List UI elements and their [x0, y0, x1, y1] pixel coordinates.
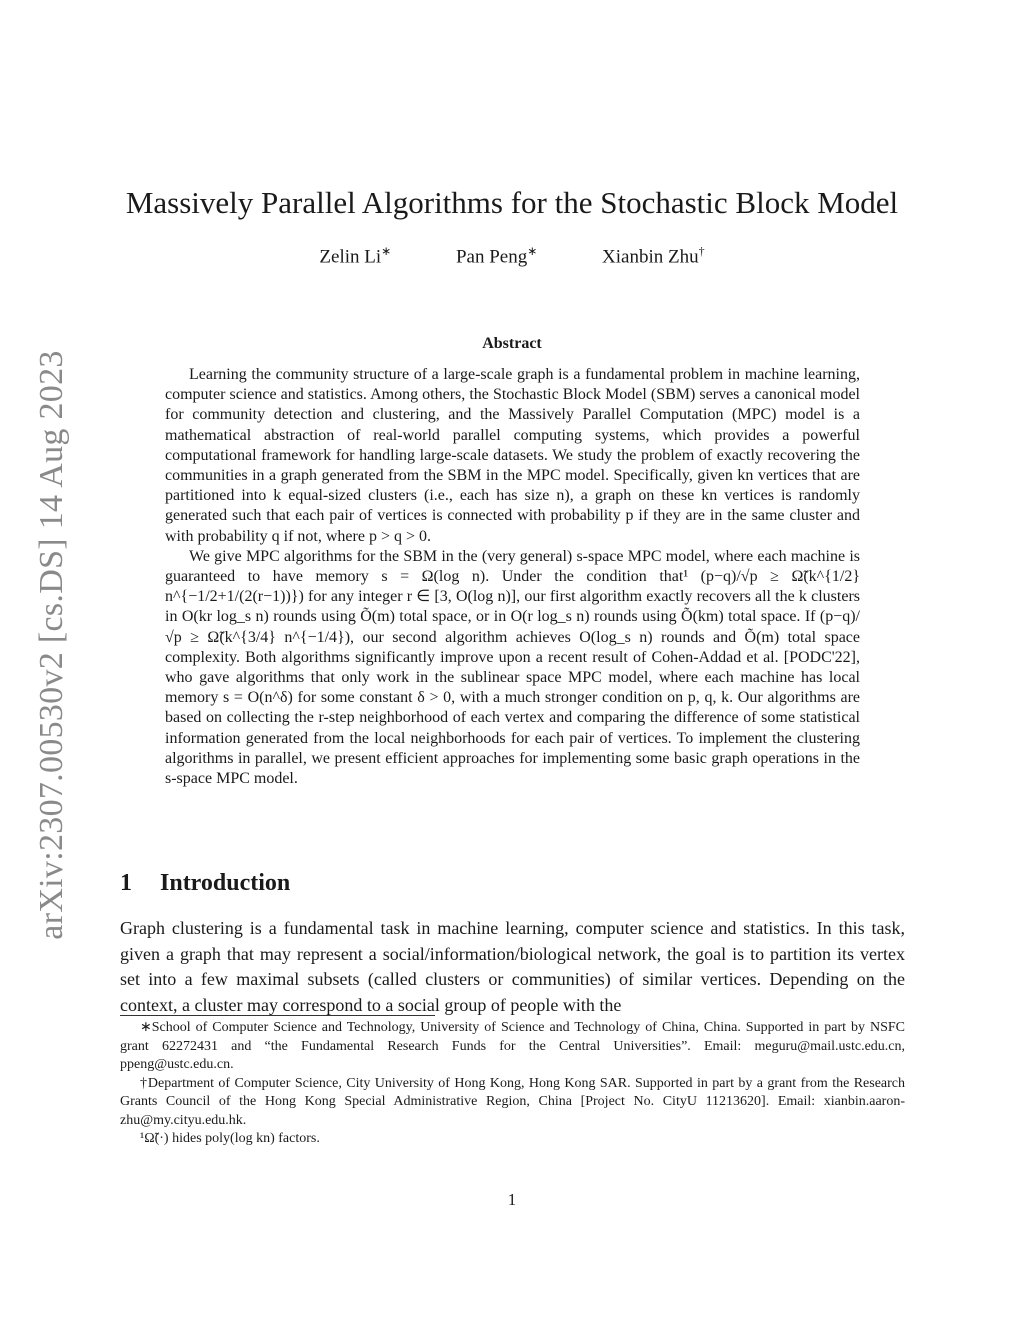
- abstract-paragraph-1: Learning the community structure of a large-scale graph is a fundamental problem in machine learning, computer science and statistics. Among others, the Stochastic Block Model (SBM) serves a canonical model for community detection and clustering, and the Massively Parallel Computation (MPC) model is a mathematical abstraction of real-world parallel computing systems, which provides a powerful computational framework for handling large-scale datasets. We study the problem of exactly recovering the communities in a graph generated from the SBM in the MPC model. Specifically, given kn vertices that are partitioned into k equal-sized clusters (i.e., each has size n), a graph on these kn vertices is randomly generated such that each pair of vertices is connected with probability p if they are in the same cluster and with probability q if not, where p > q > 0.: [165, 366, 860, 545]
- paper-title: Massively Parallel Algorithms for the Stochastic Block Model: [125, 185, 899, 220]
- arxiv-sidebar-stamp: [28, 345, 76, 945]
- arxiv-identifier: arXiv:2307.00530v2 [cs.DS] 14 Aug 2023: [33, 350, 70, 940]
- author-peng: Pan Peng∗: [455, 244, 538, 268]
- abstract-heading: Abstract: [482, 335, 542, 352]
- section-heading: [120, 870, 290, 897]
- footnote-affiliation-2: †Department of Computer Science, City University of Hong Kong, Hong Kong SAR. Supported in part by a grant from the Research Grants Council of the Hong Kong Special Administrative Region, China [Project No. CityU 11213620]. Email: xianbin.aaron-zhu@my.cityu.edu.hk.: [120, 1075, 905, 1128]
- abstract-paragraph-2: We give MPC algorithms for the SBM in the (very general) s-space MPC model, where each machine is guaranteed to have memory s = Ω(log n). Under the condition that¹ (p−q)/√p ≥ Ω̃(k^{1/2} n^{−1/2+1/(2(r−1))}) for any integer r ∈ [3, O(log n)], our first algorithm exactly recovers all the k clusters in O(kr log_s n) rounds using Õ(m) total space, or in O(r log_s n) rounds using Õ(km) total space. If (p−q)/√p ≥ Ω̃(k^{3/4} n^{−1/4}), our second algorithm achieves O(log_s n) rounds and Õ(m) total space complexity. Both algorithms significantly improve upon a recent result of Cohen-Addad et al. [PODC'22], who gave algorithms that only work in the sublinear space MPC model, where each machine has local memory s = O(n^δ) for some constant δ > 0, with a much stronger condition on p, q, k. Our algorithms are based on collecting the r-step neighborhood of each vertex and comparing the difference of some statistical information generated from the local neighborhoods for each pair of vertices. To implement the clustering algorithms in parallel, we present efficient approaches for implementing some basic graph operations in the s-space MPC model.: [165, 547, 860, 788]
- abstract-body: [165, 365, 860, 789]
- section-number: 1: [120, 870, 132, 896]
- author-li: Zelin Li∗: [319, 244, 392, 268]
- footnotes: [120, 1019, 905, 1149]
- page-number: 1: [507, 1190, 517, 1209]
- section-title: Introduction: [160, 870, 291, 896]
- author-list: [0, 244, 1024, 268]
- footnote-rule: [120, 1015, 435, 1016]
- author-zhu: Xianbin Zhu†: [602, 244, 705, 268]
- introduction-paragraph: Graph clustering is a fundamental task in machine learning, computer science and statistics. In this task, given a graph that may represent a social/information/biological network, the goal is to partition its vertex set into a few maximal subsets (called clusters or communities) of similar vertices. Depending on the context, a cluster may correspond to a social group of people with the: [120, 918, 905, 1015]
- footnote-notation: ¹Ω̃(·) hides poly(log kn) factors.: [140, 1131, 320, 1146]
- footnote-affiliation-1: ∗School of Computer Science and Technology, University of Science and Technology of China, China. Supported in part by NSFC grant 62272431 and “the Fundamental Research Funds for the Central Universities”. Email: meguru@mail.ustc.edu.cn, ppeng@ustc.edu.cn.: [120, 1020, 905, 1072]
